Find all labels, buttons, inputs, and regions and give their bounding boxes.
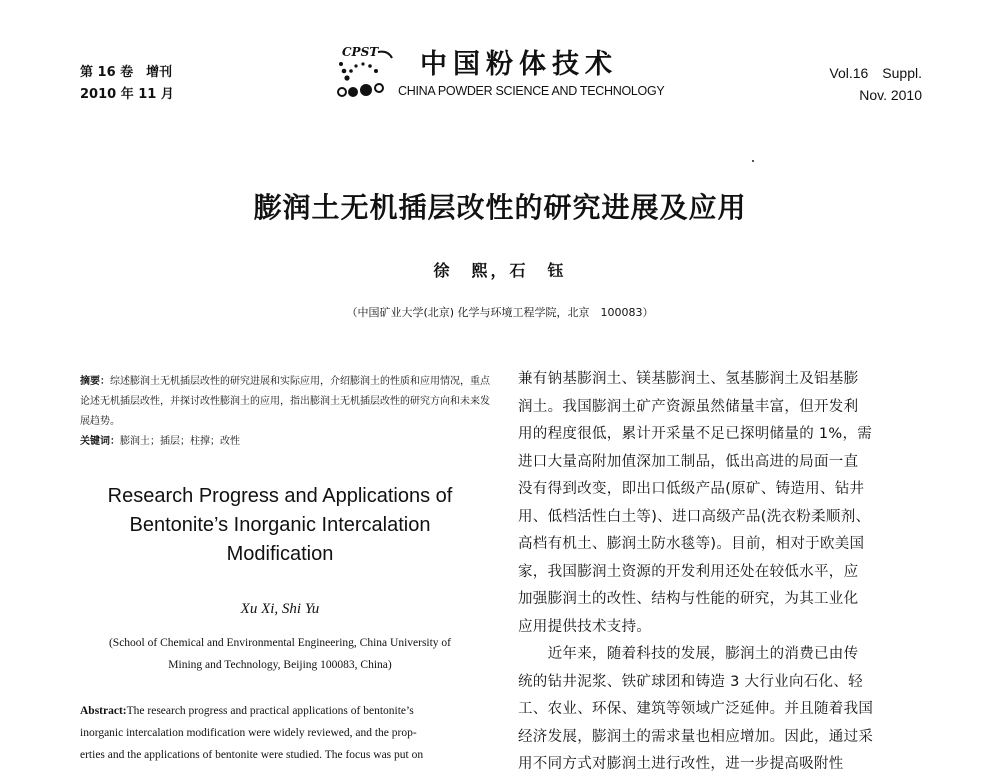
authors-en: Xu Xi, Shi Yu xyxy=(240,601,320,617)
abstract-en-label: Abstract: xyxy=(80,705,127,717)
body-line: 加强膨润土的改性、结构与性能的研究，为其工业化 xyxy=(518,591,859,607)
body-line: 近年来，随着科技的发展，膨润土的消费已由传 xyxy=(518,646,859,662)
body-line: 用不同方式对膨润土进行改性，进一步提高吸附性 xyxy=(518,756,844,772)
date-cn: 2010 年 11 月 xyxy=(80,87,174,102)
abstract-cn xyxy=(80,372,490,432)
date-en: Nov. 2010 xyxy=(859,87,922,103)
title-en-line: Bentonite’s Inorganic Intercalation xyxy=(129,514,431,536)
body-line: 兼有钠基膨润土、镁基膨润土、氢基膨润土及铝基膨 xyxy=(518,371,859,387)
volume-cn: 第 16 卷 增刊 xyxy=(80,65,173,80)
affiliation-en xyxy=(80,632,480,676)
keywords-cn-text: 膨润土；插层；柱撑；改性 xyxy=(120,436,240,447)
body-line: 统的钻井泥浆、铁矿球团和铸造 3 大行业向石化、轻 xyxy=(518,673,863,690)
body-line: 用的程度很低，累计开采量不足已探明储量的 1%，需 xyxy=(518,426,873,442)
keywords-cn-label: 关键词： xyxy=(80,436,120,447)
body-line: 用、低档活性白土等)、进口高级产品(洗衣粉柔顺剂、 xyxy=(518,508,871,525)
abstract-en-line: erties and the applications of bentonite were studied. The focus was put on xyxy=(80,749,424,761)
journal-name-cn: 中国粉体技术 xyxy=(420,49,618,80)
article-title-cn: 膨润土无机插层改性的研究进展及应用 xyxy=(253,191,747,224)
body-line: 经济发展，膨润土的需求量也相应增加。因此，通过采 xyxy=(518,728,874,745)
scan-speck xyxy=(752,160,754,162)
title-en-line: Modification xyxy=(226,543,334,565)
body-text xyxy=(518,366,922,779)
title-en-line: Research Progress and Applications of xyxy=(107,485,453,507)
article-title-en xyxy=(80,482,480,569)
body-line: 没有得到改变，即出口低级产品(原矿、铸造用、钻井 xyxy=(518,481,865,497)
affiliation-en-line: (School of Chemical and Environmental Engineering, China University of xyxy=(108,637,452,649)
body-line: 高档有机土、膨润土防水毯等)。目前，相对于欧美国 xyxy=(518,536,865,552)
body-line: 工、农业、环保、建筑等领域广泛延伸。并且随着我国 xyxy=(518,701,874,717)
abstract-cn-text: 综述膨润土无机插层改性的研究进展和实际应用，介绍膨润土的性质和应用情况，重点论述无机插层改性，并探讨改性膨润土的应用，指出膨润土无机插层改性的研究方向和未来发展趋势。 xyxy=(80,376,490,427)
issue-info-cn xyxy=(80,62,174,106)
keywords-cn xyxy=(80,432,490,452)
journal-name-en: CHINA POWDER SCIENCE AND TECHNOLOGY xyxy=(398,84,665,98)
body-line: 应用提供技术支持。 xyxy=(518,618,652,635)
abstract-en xyxy=(80,700,486,766)
logo-text: CPST xyxy=(342,45,379,59)
volume-en: Vol.16 Suppl. xyxy=(829,65,922,81)
abstract-en-line xyxy=(80,700,486,722)
abstract-en-line: inorganic intercalation modification were widely reviewed, and the prop- xyxy=(80,727,417,739)
authors-cn: 徐 熙，石 钰 xyxy=(433,261,567,280)
abstract-cn-label: 摘要： xyxy=(80,376,110,387)
abstract-en-text: The research progress and practical applications of bentonite’s xyxy=(126,705,414,717)
body-line: 家，我国膨润土资源的开发利用还处在较低水平，应 xyxy=(518,563,859,580)
affiliation-en-line: Mining and Technology, Beijing 100083, China) xyxy=(168,659,392,671)
journal-logo-icon xyxy=(334,44,396,102)
affiliation-cn: （中国矿业大学(北京) 化学与环境工程学院，北京 100083） xyxy=(346,306,654,319)
body-line: 润土。我国膨润土矿产资源虽然储量丰富，但开发利 xyxy=(518,398,859,415)
issue-info-en xyxy=(829,62,922,106)
body-line: 进口大量高附加值深加工制品，低出高进的局面一直 xyxy=(518,453,859,470)
